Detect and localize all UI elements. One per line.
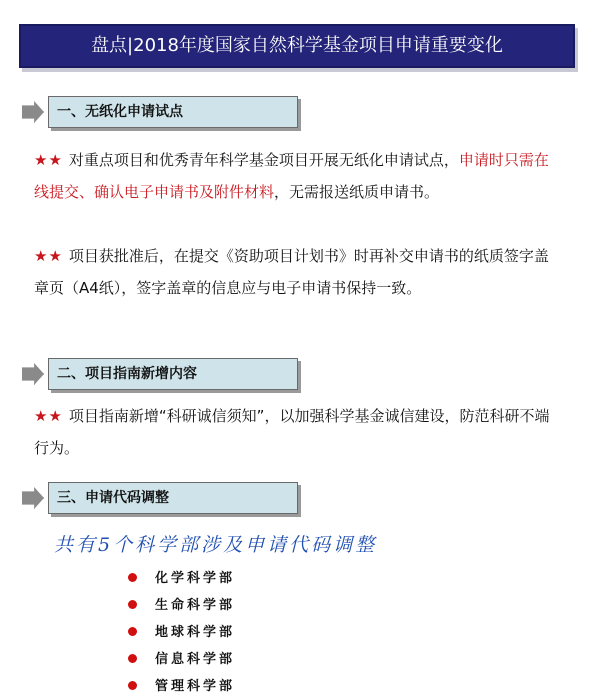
bullet-dot-icon <box>128 627 137 636</box>
arrow-right-icon <box>22 487 44 509</box>
bullet-dot-icon <box>128 654 137 663</box>
star-icon: ★★ <box>34 151 63 169</box>
department-label: 地球科学部 <box>155 625 236 640</box>
list-item <box>128 592 235 619</box>
bullet-dot-icon <box>128 600 137 609</box>
department-label: 管理科学部 <box>155 679 236 694</box>
section-heading-label: 一、无纸化申请试点 <box>48 96 298 128</box>
department-label: 生命科学部 <box>155 598 236 613</box>
list-item <box>128 646 235 673</box>
department-label: 化学科学部 <box>155 571 236 586</box>
page-title: 盘点|2018年度国家自然科学基金项目申请重要变化 <box>19 24 575 68</box>
arrow-right-icon <box>22 101 44 123</box>
bullet-dot-icon <box>128 681 137 690</box>
paragraph-guide <box>34 400 554 464</box>
paragraph-text: 项目获批准后，在提交《资助项目计划书》时再补交申请书的纸质签字盖章页（A4纸），签字盖章的信息应与电子申请书保持一致。 <box>34 247 549 297</box>
paragraph-text: 对重点项目和优秀青年科学基金项目开展无纸化申请试点， <box>68 151 459 169</box>
bullet-dot-icon <box>128 573 137 582</box>
paragraph-text: 项目指南新增“科研诚信须知”，以加强科学基金诚信建设，防范科研不端行为。 <box>34 407 550 457</box>
section-heading-label: 三、申请代码调整 <box>48 482 298 514</box>
department-label: 信息科学部 <box>155 652 236 667</box>
highlighted-text: 申请时只需在线提交、确认电子申请书及附件材料 <box>34 151 549 201</box>
section-heading-label: 二、项目指南新增内容 <box>48 358 298 390</box>
star-icon: ★★ <box>34 247 63 265</box>
list-item <box>128 619 235 646</box>
department-list <box>128 565 235 700</box>
subtitle: 共有5个科学部涉及申请代码调整 <box>54 534 378 556</box>
paragraph-paperless-2 <box>34 240 554 304</box>
arrow-right-icon <box>22 363 44 385</box>
star-icon: ★★ <box>34 407 63 425</box>
paragraph-paperless-1 <box>34 144 554 208</box>
list-item <box>128 673 235 700</box>
list-item <box>128 565 235 592</box>
paragraph-text: ，无需报送纸质申请书。 <box>274 183 440 201</box>
